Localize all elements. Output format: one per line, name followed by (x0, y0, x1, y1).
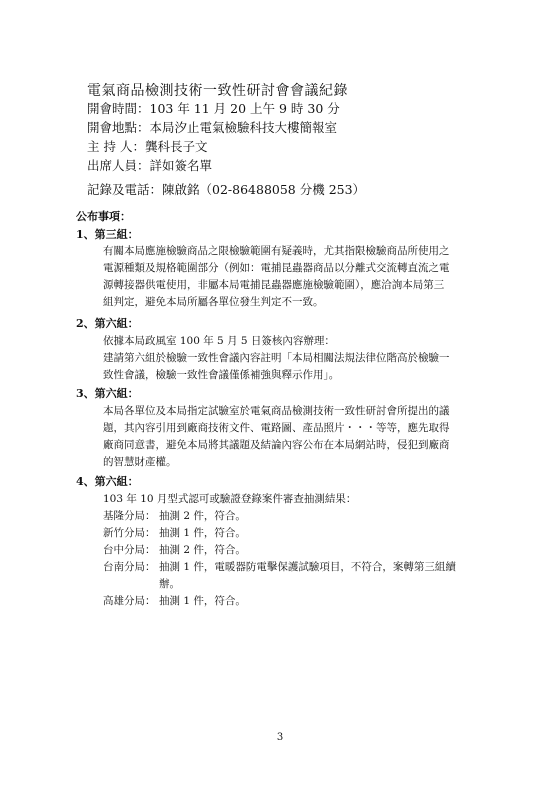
item-2-line-3: 致性會議，檢驗一致性會議僅係補強與釋示作用」。 (103, 369, 340, 381)
result-branch-label: 台南分局： (103, 561, 156, 573)
item-1-line-3: 源轉接器供電使用，非屬本局電捕昆蟲器應施檢驗範圍），應洽詢本局第三 (103, 279, 445, 291)
result-branch-label: 新竹分局： (103, 527, 156, 539)
item-3-header: 3、第六組： (76, 387, 139, 400)
page-number: 3 (276, 732, 284, 743)
document-title: 電氣商品檢測技術一致性研討會會議紀錄 (87, 83, 348, 99)
item-2-header: 2、第六組： (76, 317, 139, 330)
item-1-line-4: 組判定，避免本局所屬各單位發生判定不一致。 (103, 296, 324, 308)
item-3-line-4: 的智慧財產權。 (103, 456, 177, 468)
item-2-line-1: 依據本局政風室 100 年 5 月 5 日簽核內容辦理： (103, 335, 335, 347)
meeting-place: 開會地點：本局汐止電氣檢驗科技大樓簡報室 (87, 120, 338, 135)
item-1-line-2: 電源種類及規格範圍部分（例如：電捕昆蟲器商品以分離式交流轉直流之電 (103, 262, 450, 274)
item-1-line-1: 有關本局應施檢驗商品之限檢驗範圍有疑義時，尤其指限檢驗商品所使用之 (103, 245, 450, 257)
item-2-line-2: 建請第六組於檢驗一致性會議內容註明「本局相關法規法律位階高於檢驗一 (103, 352, 450, 364)
meeting-recorder: 記錄及電話：陳啟銘（02-86488058 分機 253） (87, 182, 366, 197)
announcements-heading: 公布事項： (76, 210, 131, 223)
result-text: 抽測 2 件，符合。 (159, 544, 246, 556)
item-3-line-2: 題，其內容引用到廠商技術文件、電路圖、產品照片・・・等等，應先取得 (103, 422, 450, 434)
item-4-header: 4、第六組： (76, 475, 139, 488)
result-branch-label: 高雄分局： (103, 595, 156, 607)
item-1-header: 1、第三組： (76, 228, 139, 241)
meeting-chair: 主 持 人：龔科長子文 (87, 139, 208, 154)
item-3-line-1: 本局各單位及本局指定試驗室於電氣商品檢測技術一致性研討會所提出的議 (103, 405, 450, 417)
item-3-line-3: 廠商同意書，避免本局將其議題及結論內容公布在本局網站時，侵犯到廠商 (103, 439, 450, 451)
result-text: 抽測 2 件，符合。 (159, 510, 246, 522)
meeting-attendees: 出席人員：詳如簽名單 (87, 158, 213, 173)
result-text: 抽測 1 件，符合。 (159, 527, 246, 539)
item-4-intro: 103 年 10 月型式認可或驗證登錄案件審查抽測結果： (103, 493, 357, 505)
result-text: 抽測 1 件，電暖器防電擊保護試驗項目，不符合，案轉第三組續 (159, 561, 456, 573)
result-branch-label: 台中分局： (103, 544, 156, 556)
result-text-continuation: 辦。 (159, 578, 180, 590)
result-branch-label: 基隆分局： (103, 510, 156, 522)
meeting-time: 開會時間：103 年 11 月 20 上午 9 時 30 分 (87, 101, 340, 116)
result-text: 抽測 1 件，符合。 (159, 595, 246, 607)
